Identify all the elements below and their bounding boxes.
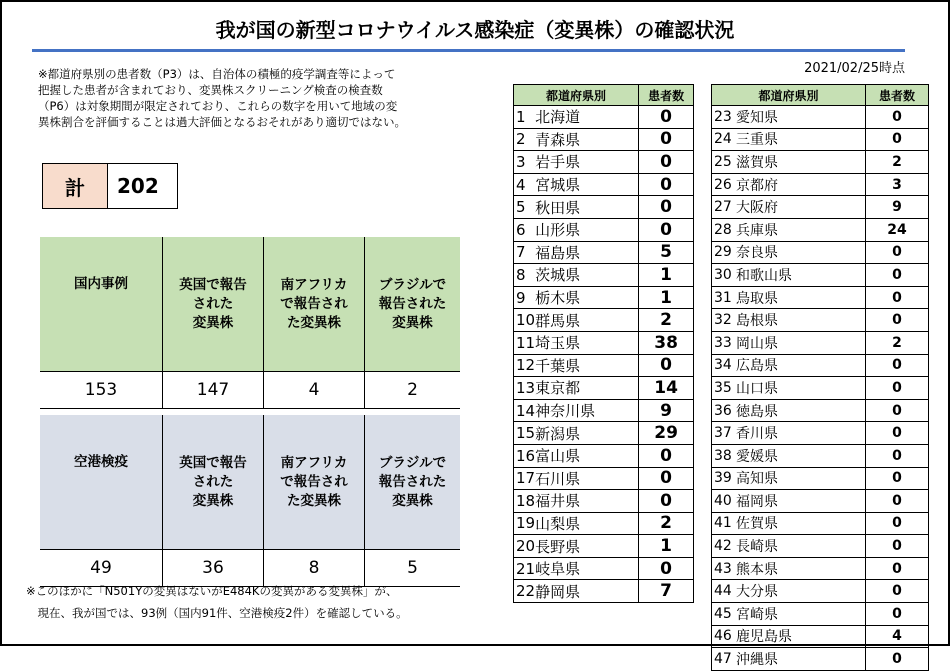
e484k-note [26,580,496,624]
brazil-variant-header: ブラジルで 報告された 変異株 [365,415,461,550]
note-line: 把握した患者が含まれており、変異株スクリーニング検査の検査数 [38,83,383,97]
prefecture-name: 和歌山県 [736,264,866,287]
prefecture-count: 9 [639,399,694,422]
prefecture-row [514,377,694,400]
prefecture-count: 0 [866,422,929,445]
prefecture-count: 5 [639,241,694,264]
prefecture-number: 40 [712,490,737,513]
prefecture-count: 0 [866,557,929,580]
prefecture-count: 0 [639,467,694,490]
prefecture-row [712,173,929,196]
total-label: 計 [43,164,108,208]
note-line: ※都道府県別の患者数（P3）は、自治体の積極的疫学調査等によって [38,67,396,81]
prefecture-name: 佐賀県 [736,512,866,535]
prefecture-number: 26 [712,173,737,196]
prefecture-number: 37 [712,422,737,445]
prefecture-name: 茨城県 [535,264,639,287]
prefecture-row [712,490,929,513]
prefecture-number: 12 [514,354,536,377]
total-box [42,163,178,209]
prefecture-name: 京都府 [736,173,866,196]
prefecture-row [712,264,929,287]
count-header: 患者数 [866,85,929,106]
prefecture-row [712,106,929,129]
prefecture-row [514,286,694,309]
prefecture-name: 広島県 [736,354,866,377]
prefecture-count: 38 [639,331,694,354]
prefecture-count: 4 [866,625,929,648]
prefecture-name: 埼玉県 [535,331,639,354]
prefecture-name: 山形県 [535,218,639,241]
prefecture-count: 0 [866,535,929,558]
brazil-variant-value: 2 [365,372,461,409]
prefecture-name: 三重県 [736,128,866,151]
prefecture-count: 9 [866,196,929,219]
prefecture-name: 栃木県 [535,286,639,309]
prefecture-row [712,128,929,151]
prefecture-number: 30 [712,264,737,287]
prefecture-name: 長崎県 [736,535,866,558]
prefecture-number: 6 [514,218,536,241]
prefecture-row [712,286,929,309]
prefecture-name: 山口県 [736,377,866,400]
brazil-variant-value: 5 [365,550,461,587]
prefecture-row [712,331,929,354]
prefecture-number: 8 [514,264,536,287]
prefecture-header: 都道府県別 [514,85,639,106]
prefecture-count: 0 [866,354,929,377]
prefecture-row [712,648,929,671]
prefecture-count: 0 [866,264,929,287]
prefecture-count: 0 [866,444,929,467]
prefecture-count: 0 [866,377,929,400]
title-divider [32,49,905,52]
prefecture-number: 7 [514,241,536,264]
prefecture-count: 2 [639,309,694,332]
prefecture-count: 0 [639,444,694,467]
prefecture-table-left [513,84,694,603]
prefecture-row [712,241,929,264]
methodology-note [38,66,498,130]
airport-header: 空港検疫 [40,415,163,550]
prefecture-count: 2 [639,512,694,535]
prefecture-number: 32 [712,309,737,332]
prefecture-row [712,467,929,490]
airport-cases-table [40,415,460,587]
prefecture-number: 19 [514,512,536,535]
prefecture-row [712,603,929,626]
prefecture-row [712,625,929,648]
prefecture-count: 0 [866,286,929,309]
prefecture-count: 0 [639,151,694,174]
prefecture-number: 18 [514,490,536,513]
brazil-variant-header: ブラジルで 報告された 変異株 [365,237,461,372]
prefecture-row [514,218,694,241]
prefecture-row [514,331,694,354]
prefecture-count: 0 [639,557,694,580]
prefecture-number: 24 [712,128,737,151]
sa-variant-header: 南アフリカ で報告され た変異株 [264,237,365,372]
prefecture-number: 31 [712,286,737,309]
prefecture-name: 静岡県 [535,580,639,603]
prefecture-count: 0 [639,196,694,219]
prefecture-row [712,309,929,332]
prefecture-row [514,490,694,513]
prefecture-count: 0 [866,467,929,490]
prefecture-number: 27 [712,196,737,219]
prefecture-name: 沖縄県 [736,648,866,671]
uk-variant-value: 36 [163,550,264,587]
prefecture-number: 39 [712,467,737,490]
prefecture-row [514,557,694,580]
prefecture-row [712,399,929,422]
prefecture-row [712,557,929,580]
prefecture-count: 0 [866,648,929,671]
prefecture-row [712,196,929,219]
prefecture-count: 0 [866,241,929,264]
prefecture-name: 秋田県 [535,196,639,219]
prefecture-name: 新潟県 [535,422,639,445]
prefecture-row [514,196,694,219]
uk-variant-header: 英国で報告 された 変異株 [163,237,264,372]
prefecture-row [514,399,694,422]
domestic-header: 国内事例 [40,237,163,372]
prefecture-number: 46 [712,625,737,648]
prefecture-name: 高知県 [736,467,866,490]
prefecture-count: 0 [639,173,694,196]
prefecture-number: 28 [712,218,737,241]
prefecture-name: 宮崎県 [736,603,866,626]
prefecture-name: 福岡県 [736,490,866,513]
count-header: 患者数 [639,85,694,106]
prefecture-number: 25 [712,151,737,174]
prefecture-count: 0 [866,106,929,129]
prefecture-number: 9 [514,286,536,309]
prefecture-number: 34 [712,354,737,377]
prefecture-number: 10 [514,309,536,332]
prefecture-number: 21 [514,557,536,580]
prefecture-name: 大分県 [736,580,866,603]
prefecture-number: 1 [514,106,536,129]
prefecture-number: 41 [712,512,737,535]
prefecture-count: 0 [639,218,694,241]
prefecture-row [514,580,694,603]
prefecture-row [514,241,694,264]
prefecture-count: 14 [639,377,694,400]
prefecture-number: 17 [514,467,536,490]
prefecture-row [712,151,929,174]
prefecture-name: 宮城県 [535,173,639,196]
prefecture-name: 福島県 [535,241,639,264]
prefecture-count: 0 [866,399,929,422]
prefecture-row [712,377,929,400]
prefecture-name: 兵庫県 [736,218,866,241]
prefecture-number: 42 [712,535,737,558]
prefecture-number: 43 [712,557,737,580]
prefecture-number: 36 [712,399,737,422]
prefecture-count: 29 [639,422,694,445]
prefecture-count: 0 [866,309,929,332]
prefecture-count: 0 [866,512,929,535]
prefecture-name: 奈良県 [736,241,866,264]
prefecture-count: 24 [866,218,929,241]
prefecture-count: 2 [866,151,929,174]
note-line: ※このほかに「N501Yの変異はないがE484Kの変異がある変異株」が、 [26,584,398,598]
total-value: 202 [117,174,159,198]
prefecture-number: 38 [712,444,737,467]
prefecture-name: 長野県 [535,535,639,558]
prefecture-number: 20 [514,535,536,558]
prefecture-count: 1 [639,264,694,287]
prefecture-count: 1 [639,286,694,309]
prefecture-row [712,354,929,377]
prefecture-number: 29 [712,241,737,264]
prefecture-row [712,535,929,558]
prefecture-count: 7 [639,580,694,603]
prefecture-name: 岡山県 [736,331,866,354]
prefecture-row [712,422,929,445]
prefecture-row [514,264,694,287]
prefecture-count: 2 [866,331,929,354]
prefecture-row [514,512,694,535]
prefecture-header: 都道府県別 [712,85,866,106]
prefecture-row [514,173,694,196]
prefecture-count: 0 [639,490,694,513]
prefecture-name: 愛知県 [736,106,866,129]
prefecture-count: 0 [866,603,929,626]
prefecture-number: 45 [712,603,737,626]
prefecture-name: 岐阜県 [535,557,639,580]
prefecture-name: 鳥取県 [736,286,866,309]
prefecture-name: 東京都 [535,377,639,400]
prefecture-count: 3 [866,173,929,196]
prefecture-row [712,218,929,241]
prefecture-row [514,354,694,377]
sa-variant-value: 4 [264,372,365,409]
prefecture-row [712,512,929,535]
sa-variant-value: 8 [264,550,365,587]
prefecture-number: 47 [712,648,737,671]
as-of-date: 2021/02/25時点 [804,61,905,76]
prefecture-count: 0 [866,128,929,151]
prefecture-number: 35 [712,377,737,400]
prefecture-number: 5 [514,196,536,219]
prefecture-count: 0 [866,580,929,603]
prefecture-name: 千葉県 [535,354,639,377]
domestic-total-value: 153 [40,372,163,409]
prefecture-number: 16 [514,444,536,467]
prefecture-name: 香川県 [736,422,866,445]
prefecture-row [712,444,929,467]
prefecture-name: 石川県 [535,467,639,490]
prefecture-number: 33 [712,331,737,354]
prefecture-name: 福井県 [535,490,639,513]
prefecture-row [712,580,929,603]
prefecture-name: 北海道 [535,106,639,129]
prefecture-name: 徳島県 [736,399,866,422]
prefecture-name: 熊本県 [736,557,866,580]
prefecture-count: 0 [639,106,694,129]
uk-variant-value: 147 [163,372,264,409]
prefecture-name: 島根県 [736,309,866,332]
prefecture-number: 4 [514,173,536,196]
prefecture-number: 3 [514,151,536,174]
prefecture-number: 22 [514,580,536,603]
prefecture-count: 1 [639,535,694,558]
prefecture-number: 15 [514,422,536,445]
prefecture-row [514,309,694,332]
prefecture-row [514,422,694,445]
prefecture-number: 14 [514,399,536,422]
prefecture-number: 11 [514,331,536,354]
prefecture-name: 岩手県 [535,151,639,174]
prefecture-row [514,444,694,467]
prefecture-name: 滋賀県 [736,151,866,174]
prefecture-number: 2 [514,128,536,151]
page-title: 我が国の新型コロナウイルス感染症（変異株）の確認状況 [215,18,735,42]
sa-variant-header: 南アフリカ で報告され た変異株 [264,415,365,550]
prefecture-table-right [711,84,929,671]
prefecture-count: 0 [639,128,694,151]
prefecture-name: 富山県 [535,444,639,467]
prefecture-name: 愛媛県 [736,444,866,467]
prefecture-name: 山梨県 [535,512,639,535]
prefecture-number: 13 [514,377,536,400]
prefecture-row [514,106,694,129]
prefecture-number: 44 [712,580,737,603]
note-line: （P6）は対象期間が限定されており、これらの数字を用いて地域の変 [38,99,398,113]
prefecture-name: 群馬県 [535,309,639,332]
prefecture-number: 23 [712,106,737,129]
prefecture-name: 大阪府 [736,196,866,219]
prefecture-name: 鹿児島県 [736,625,866,648]
airport-total-value: 49 [40,550,163,587]
prefecture-name: 青森県 [535,128,639,151]
domestic-cases-table [40,237,460,409]
prefecture-row [514,467,694,490]
prefecture-count: 0 [639,354,694,377]
prefecture-name: 神奈川県 [535,399,639,422]
uk-variant-header: 英国で報告 された 変異株 [163,415,264,550]
prefecture-count: 0 [866,490,929,513]
prefecture-row [514,128,694,151]
note-line: 現在、我が国では、93例（国内91件、空港検疫2件）を確認している。 [26,606,408,620]
note-line: 異株割合を評価することは過大評価となるおそれがあり適切ではない。 [38,115,406,129]
prefecture-row [514,151,694,174]
prefecture-row [514,535,694,558]
